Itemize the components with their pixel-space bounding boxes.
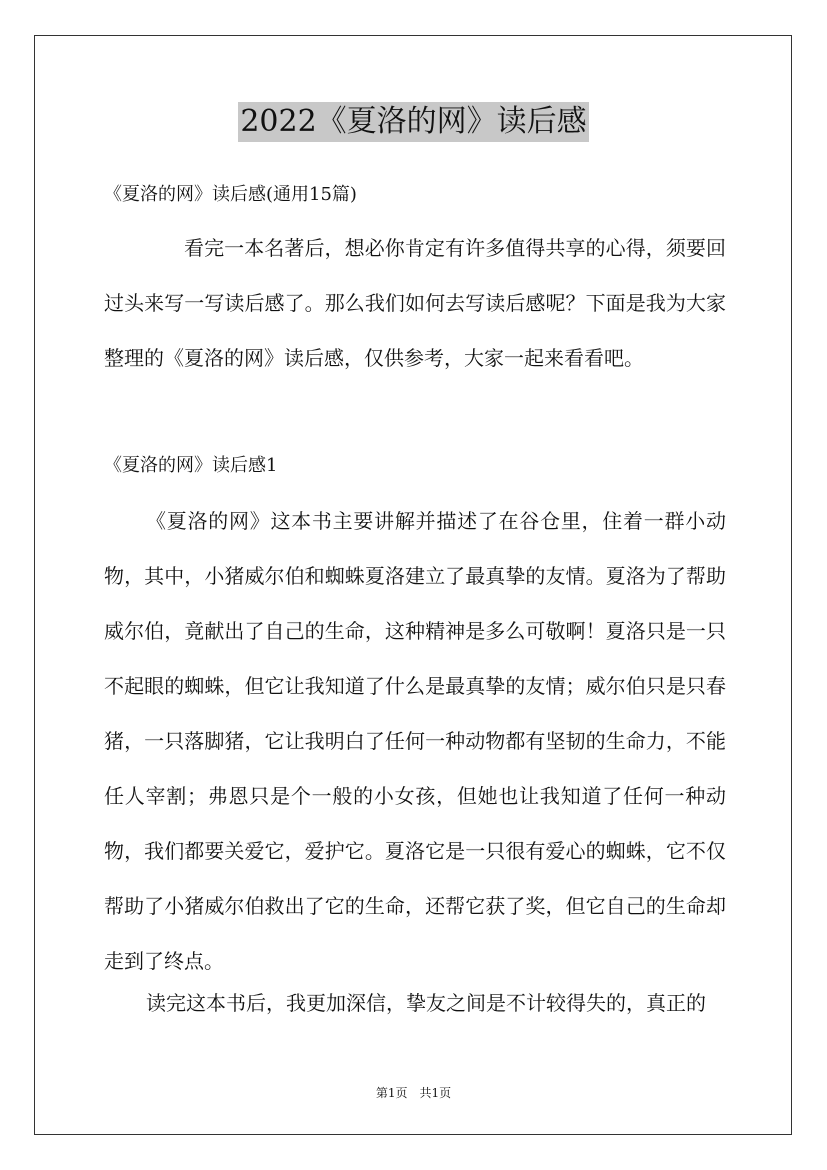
intro-paragraph: 看完一本名著后，想必你肯定有许多值得共享的心得，须要回过头来写一写读后感了。那么我们如何去写读后感呢？下面是我为大家整理的《夏洛的网》读后感，仅供参考，大家一起来看看吧。 (104, 236, 726, 370)
section-heading: 《夏洛的网》读后感1 (104, 455, 278, 476)
page-footer: 第1页 共1页 (375, 1086, 452, 1100)
body-paragraph-1: 《夏洛的网》这本书主要讲解并描述了在谷仓里，住着一群小动物，其中，小猪威尔伯和蜘蛛夏洛建立了最真挚的友情。夏洛为了帮助威尔伯，竟献出了自己的生命，这种精神是多么可敬啊！夏洛只是一只不起眼的蜘蛛，但它让我知道了什么是最真挚的友情；威尔伯只是只春猪，一只落脚猪，它让我明白了任何一种动物都有坚韧的生命力，不能任人宰割；弗恩只是个一般的小女孩，但她也让我知道了任何一种动物，我们都要关爱它，爱护它。夏洛它是一只很有爱心的蜘蛛，它不仅帮助了小猪威尔伯救出了它的生命，还帮它获了奖，但它自己的生命却走到了终点。 (104, 509, 726, 973)
body-paragraph-2: 读完这本书后，我更加深信，挚友之间是不计较得失的，真正的 (146, 991, 706, 1015)
document-title: 2022《夏洛的网》读后感 (238, 102, 588, 142)
document-subtitle: 《夏洛的网》读后感(通用15篇) (104, 184, 357, 205)
title-container (0, 102, 827, 142)
